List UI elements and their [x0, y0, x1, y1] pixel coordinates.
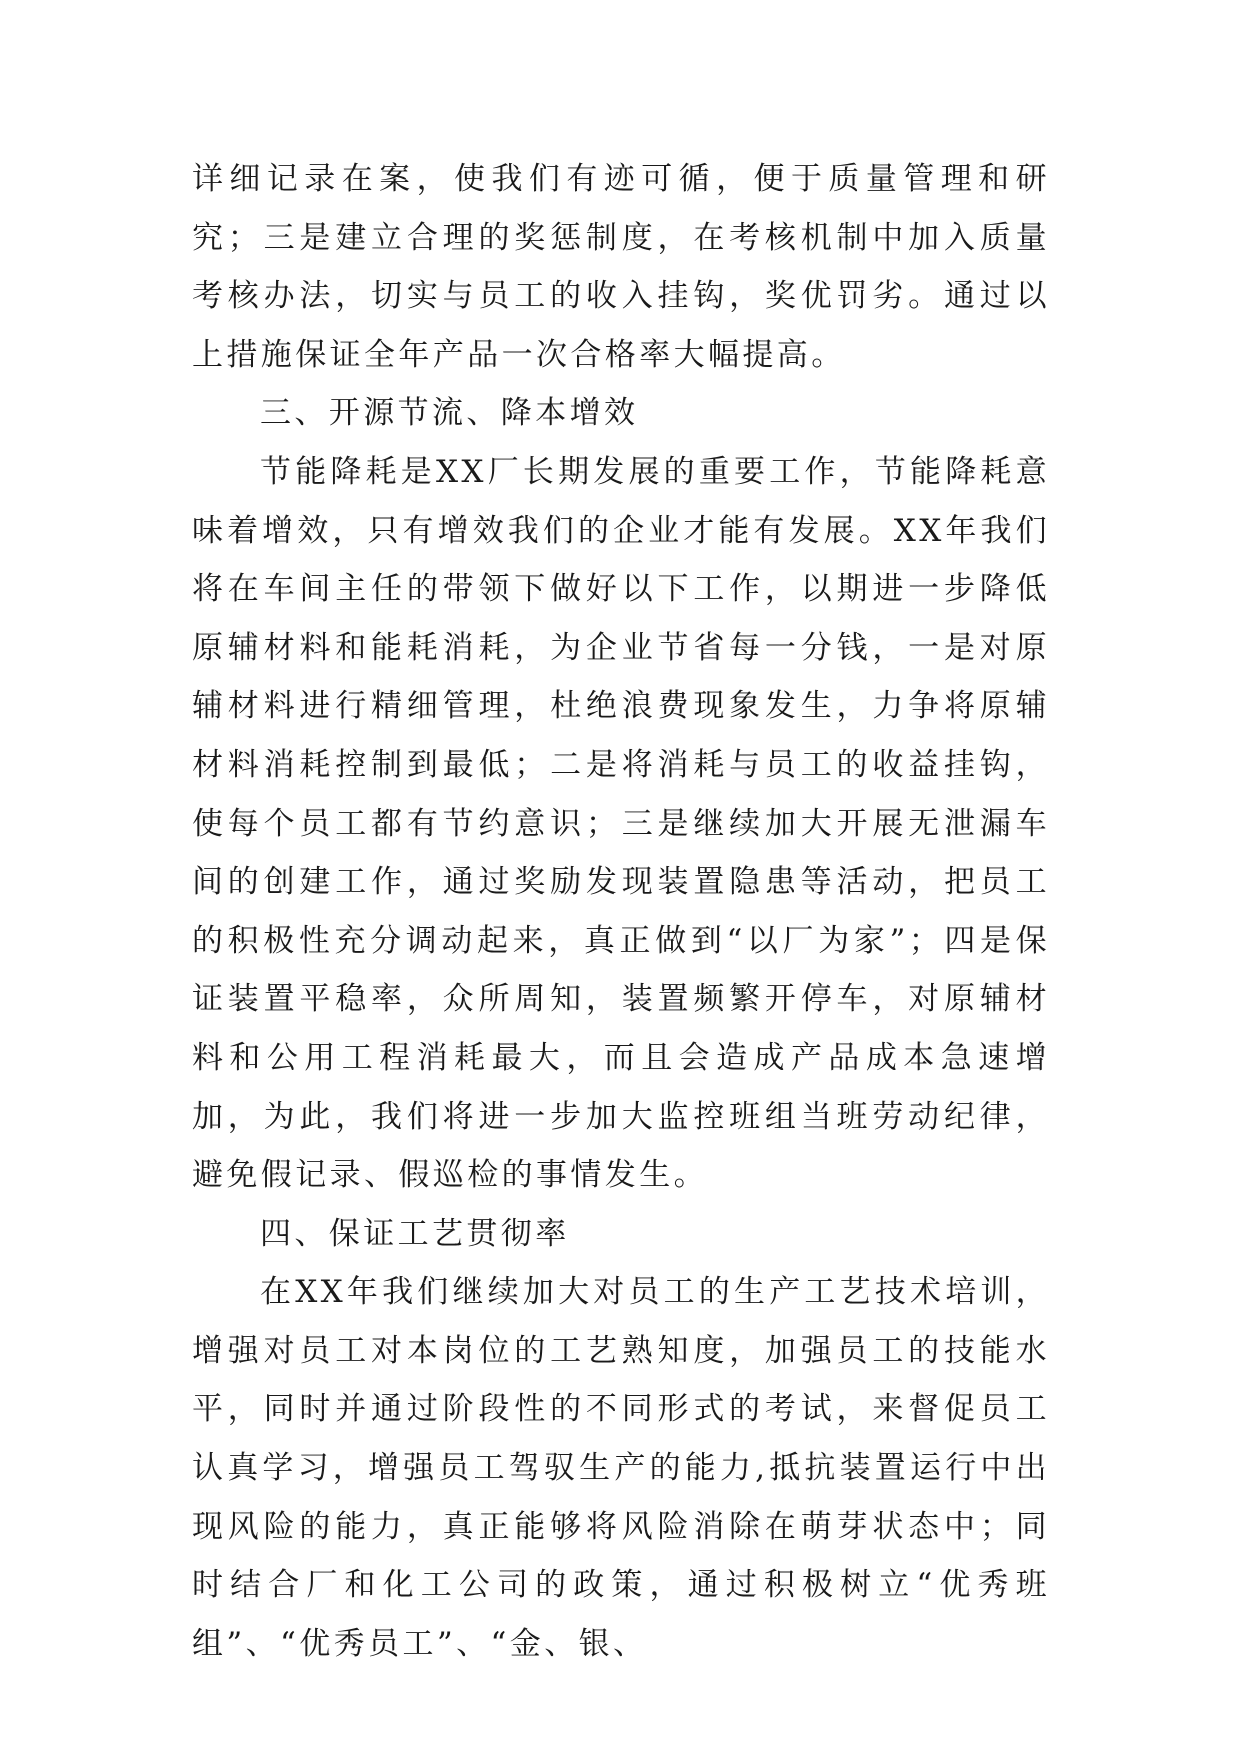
paragraph-energy-saving: 节能降耗是XX厂长期发展的重要工作，节能降耗意味着增效，只有增效我们的企业才能有发展。XX年我们将在车间主任的带领下做好以下工作，以期进一步降低原辅材料和能耗消耗，为企业节省每一分钱，一是对原辅材料进行精细管理，杜绝浪费现象发生，力争将原辅材料消耗控制到最低；二是将消耗与员工的收益挂钩，使每个员工都有节约意识；三是继续加大开展无泄漏车间的创建工作，通过奖励发现装置隐患等活动，把员工的积极性充分调动起来，真正做到“以厂为家”；四是保证装置平稳率，众所周知，装置频繁开停车，对原辅材料和公用工程消耗最大，而且会造成产品成本急速增加，为此，我们将进一步加大监控班组当班劳动纪律，避免假记录、假巡检的事情发生。 — [192, 453, 1050, 1194]
section-heading-cost-reduction: 三、开源节流、降本增效 — [260, 395, 639, 432]
document-body — [192, 150, 1050, 1673]
paragraph-process-training: 在XX年我们继续加大对员工的生产工艺技术培训，增强对员工对本岗位的工艺熟知度，加强员工的技能水平，同时并通过阶段性的不同形式的考试，来督促员工认真学习，增强员工驾驭生产的能力,抵抗装置运行中出现风险的能力，真正能够将风险消除在萌芽状态中；同时结合厂和化工公司的政策，通过积极树立“优秀班组”、“优秀员工”、“金、银、 — [192, 1274, 1050, 1662]
paragraph-quality-measures: 详细记录在案，使我们有迹可循，便于质量管理和研究；三是建立合理的奖惩制度，在考核机制中加入质量考核办法，切实与员工的收入挂钩，奖优罚劣。通过以上措施保证全年产品一次合格率大幅提高。 — [192, 161, 1050, 373]
section-heading-process-compliance: 四、保证工艺贯彻率 — [260, 1215, 570, 1252]
